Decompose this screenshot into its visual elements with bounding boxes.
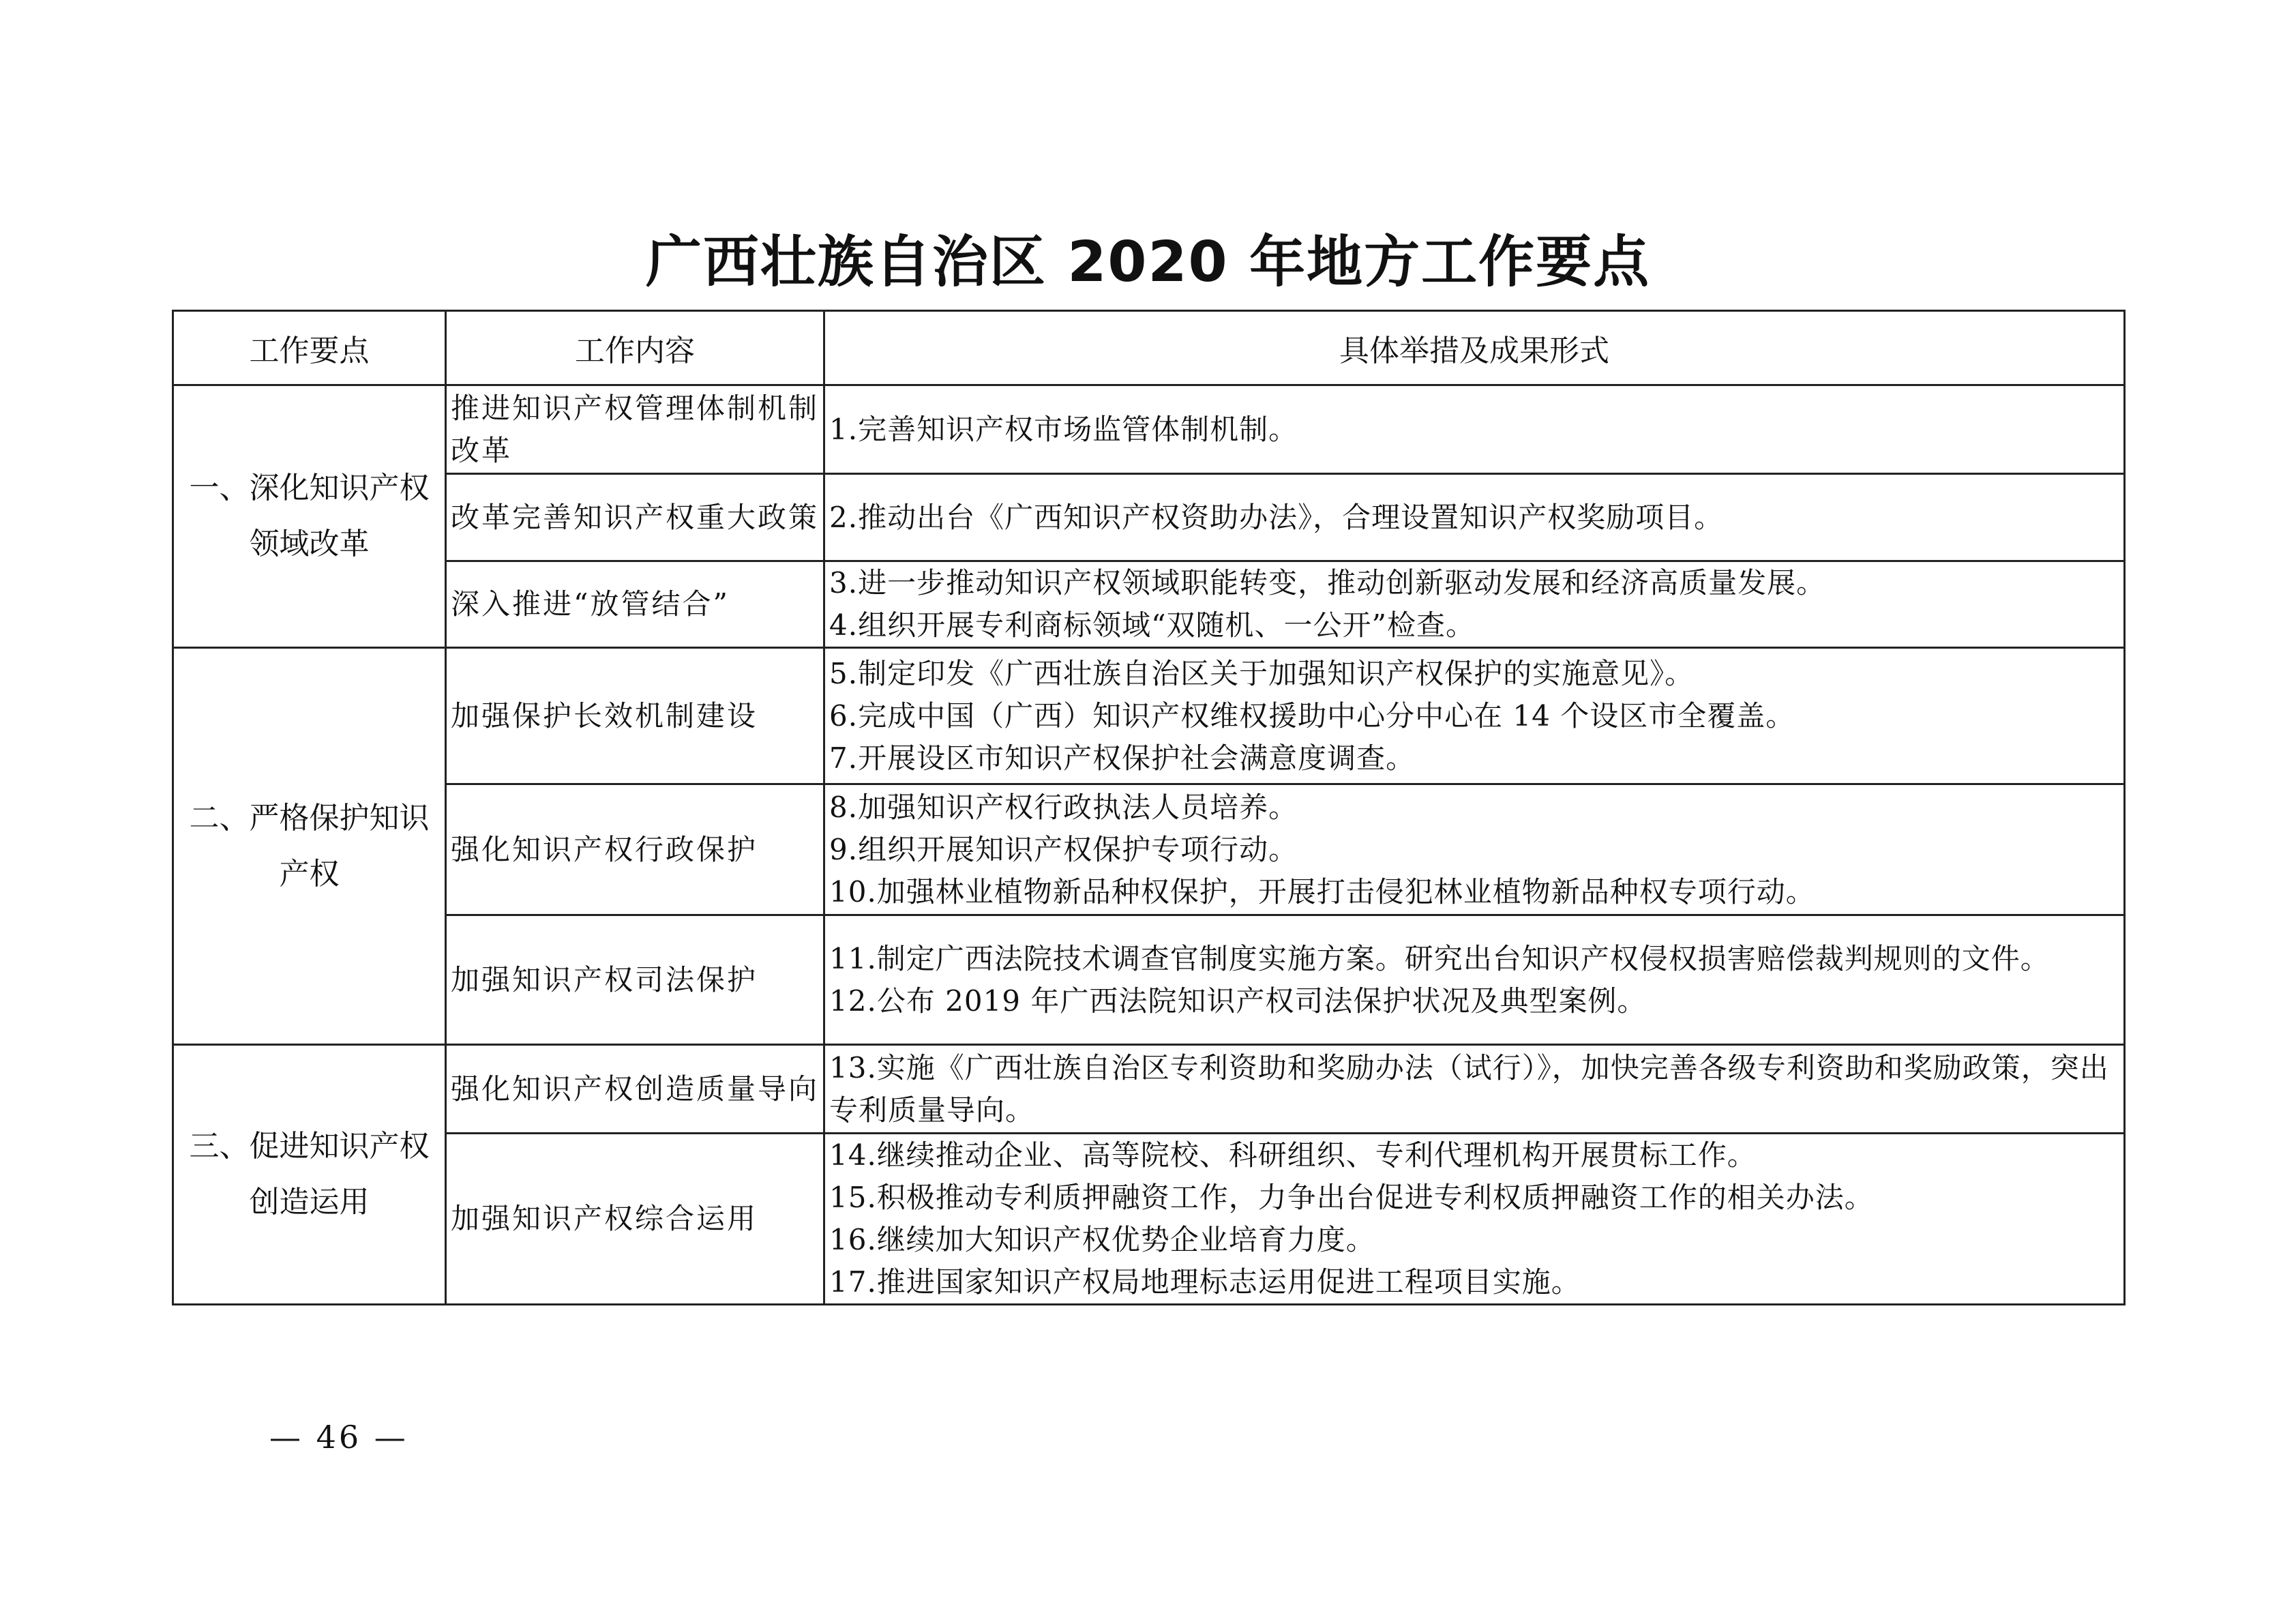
table-row	[173, 784, 2125, 915]
table-row	[173, 648, 2125, 784]
work-content-cell: 加强知识产权综合运用	[446, 1134, 824, 1305]
table-row	[173, 561, 2125, 648]
measures-cell	[824, 474, 2125, 561]
table-row	[173, 915, 2125, 1045]
measure-item: 2.推动出台《广西知识产权资助办法》，合理设置知识产权奖励项目。	[829, 500, 1724, 534]
measures-cell	[824, 1134, 2125, 1305]
section-point-line: 领域改革	[249, 527, 370, 561]
section-point-line: 一、深化知识产权	[189, 471, 430, 505]
work-points-table	[172, 310, 2126, 1305]
measure-item: 16.继续加大知识产权优势企业培育力度。	[829, 1223, 1375, 1256]
measures-cell	[824, 648, 2125, 784]
section-point-line: 三、促进知识产权	[189, 1129, 430, 1164]
work-content-cell: 加强知识产权司法保护	[446, 915, 824, 1045]
measures-cell	[824, 561, 2125, 648]
work-content-cell: 深入推进“放管结合”	[446, 561, 824, 648]
measure-item: 5.制定印发《广西壮族自治区关于加强知识产权保护的实施意见》。	[829, 656, 1695, 690]
measures-cell	[824, 1045, 2125, 1134]
work-content-cell: 强化知识产权行政保护	[446, 784, 824, 915]
header-measures: 具体举措及成果形式	[824, 311, 2125, 385]
measure-item: 10.加强林业植物新品种权保护，开展打击侵犯林业植物新品种权专项行动。	[829, 874, 1815, 909]
work-content-cell: 加强保护长效机制建设	[446, 648, 824, 784]
measure-item: 11.制定广西法院技术调查官制度实施方案。研究出台知识产权侵权损害赔偿裁判规则的文件。	[829, 941, 2050, 975]
measure-item: 4.组织开展专利商标领域“双随机、一公开”检查。	[829, 608, 1476, 642]
measure-item: 9.组织开展知识产权保护专项行动。	[829, 832, 1298, 866]
measure-item: 7.开展设区市知识产权保护社会满意度调查。	[829, 741, 1416, 775]
measure-item: 13.实施《广西壮族自治区专利资助和奖励办法（试行）》，加快完善各级专利资助和奖励政策，突出专利质量导向。	[829, 1050, 2109, 1127]
measure-item: 12.公布 2019 年广西法院知识产权司法保护状况及典型案例。	[829, 984, 1647, 1018]
measures-cell	[824, 915, 2125, 1045]
work-content-cell: 推进知识产权管理体制机制改革	[446, 385, 824, 474]
section-2-point	[173, 648, 446, 1045]
section-3-point	[173, 1045, 446, 1305]
table-row	[173, 385, 2125, 474]
measure-item: 3.进一步推动知识产权领域职能转变，推动创新驱动发展和经济高质量发展。	[829, 566, 1826, 600]
work-content-cell: 强化知识产权创造质量导向	[446, 1045, 824, 1134]
section-point-line: 二、严格保护知识	[189, 800, 430, 836]
section-point-line: 产权	[279, 856, 340, 891]
measures-cell	[824, 784, 2125, 915]
table-row	[173, 1045, 2125, 1134]
measure-item: 17.推进国家知识产权局地理标志运用促进工程项目实施。	[829, 1265, 1581, 1299]
page-title: 广西壮族自治区 2020 年地方工作要点	[645, 230, 1651, 295]
work-content-cell: 改革完善知识产权重大政策	[446, 474, 824, 561]
measure-item: 6.完成中国（广西）知识产权维权援助中心分中心在 14 个设区市全覆盖。	[829, 698, 1795, 733]
measure-item: 15.积极推动专利质押融资工作，力争出台促进专利权质押融资工作的相关办法。	[829, 1181, 1874, 1214]
table-row	[173, 1134, 2125, 1305]
table-row	[173, 474, 2125, 561]
measure-item: 8.加强知识产权行政执法人员培养。	[829, 790, 1298, 824]
section-point-line: 创造运用	[249, 1185, 370, 1220]
table-header-row	[173, 311, 2125, 385]
header-work-point: 工作要点	[173, 311, 446, 385]
page-number: — 46 —	[269, 1419, 408, 1456]
measure-item: 14.继续推动企业、高等院校、科研组织、专利代理机构开展贯标工作。	[829, 1138, 1757, 1172]
measures-cell	[824, 385, 2125, 474]
measure-item: 1.完善知识产权市场监管体制机制。	[829, 412, 1298, 446]
section-1-point	[173, 385, 446, 648]
header-work-content: 工作内容	[446, 311, 824, 385]
